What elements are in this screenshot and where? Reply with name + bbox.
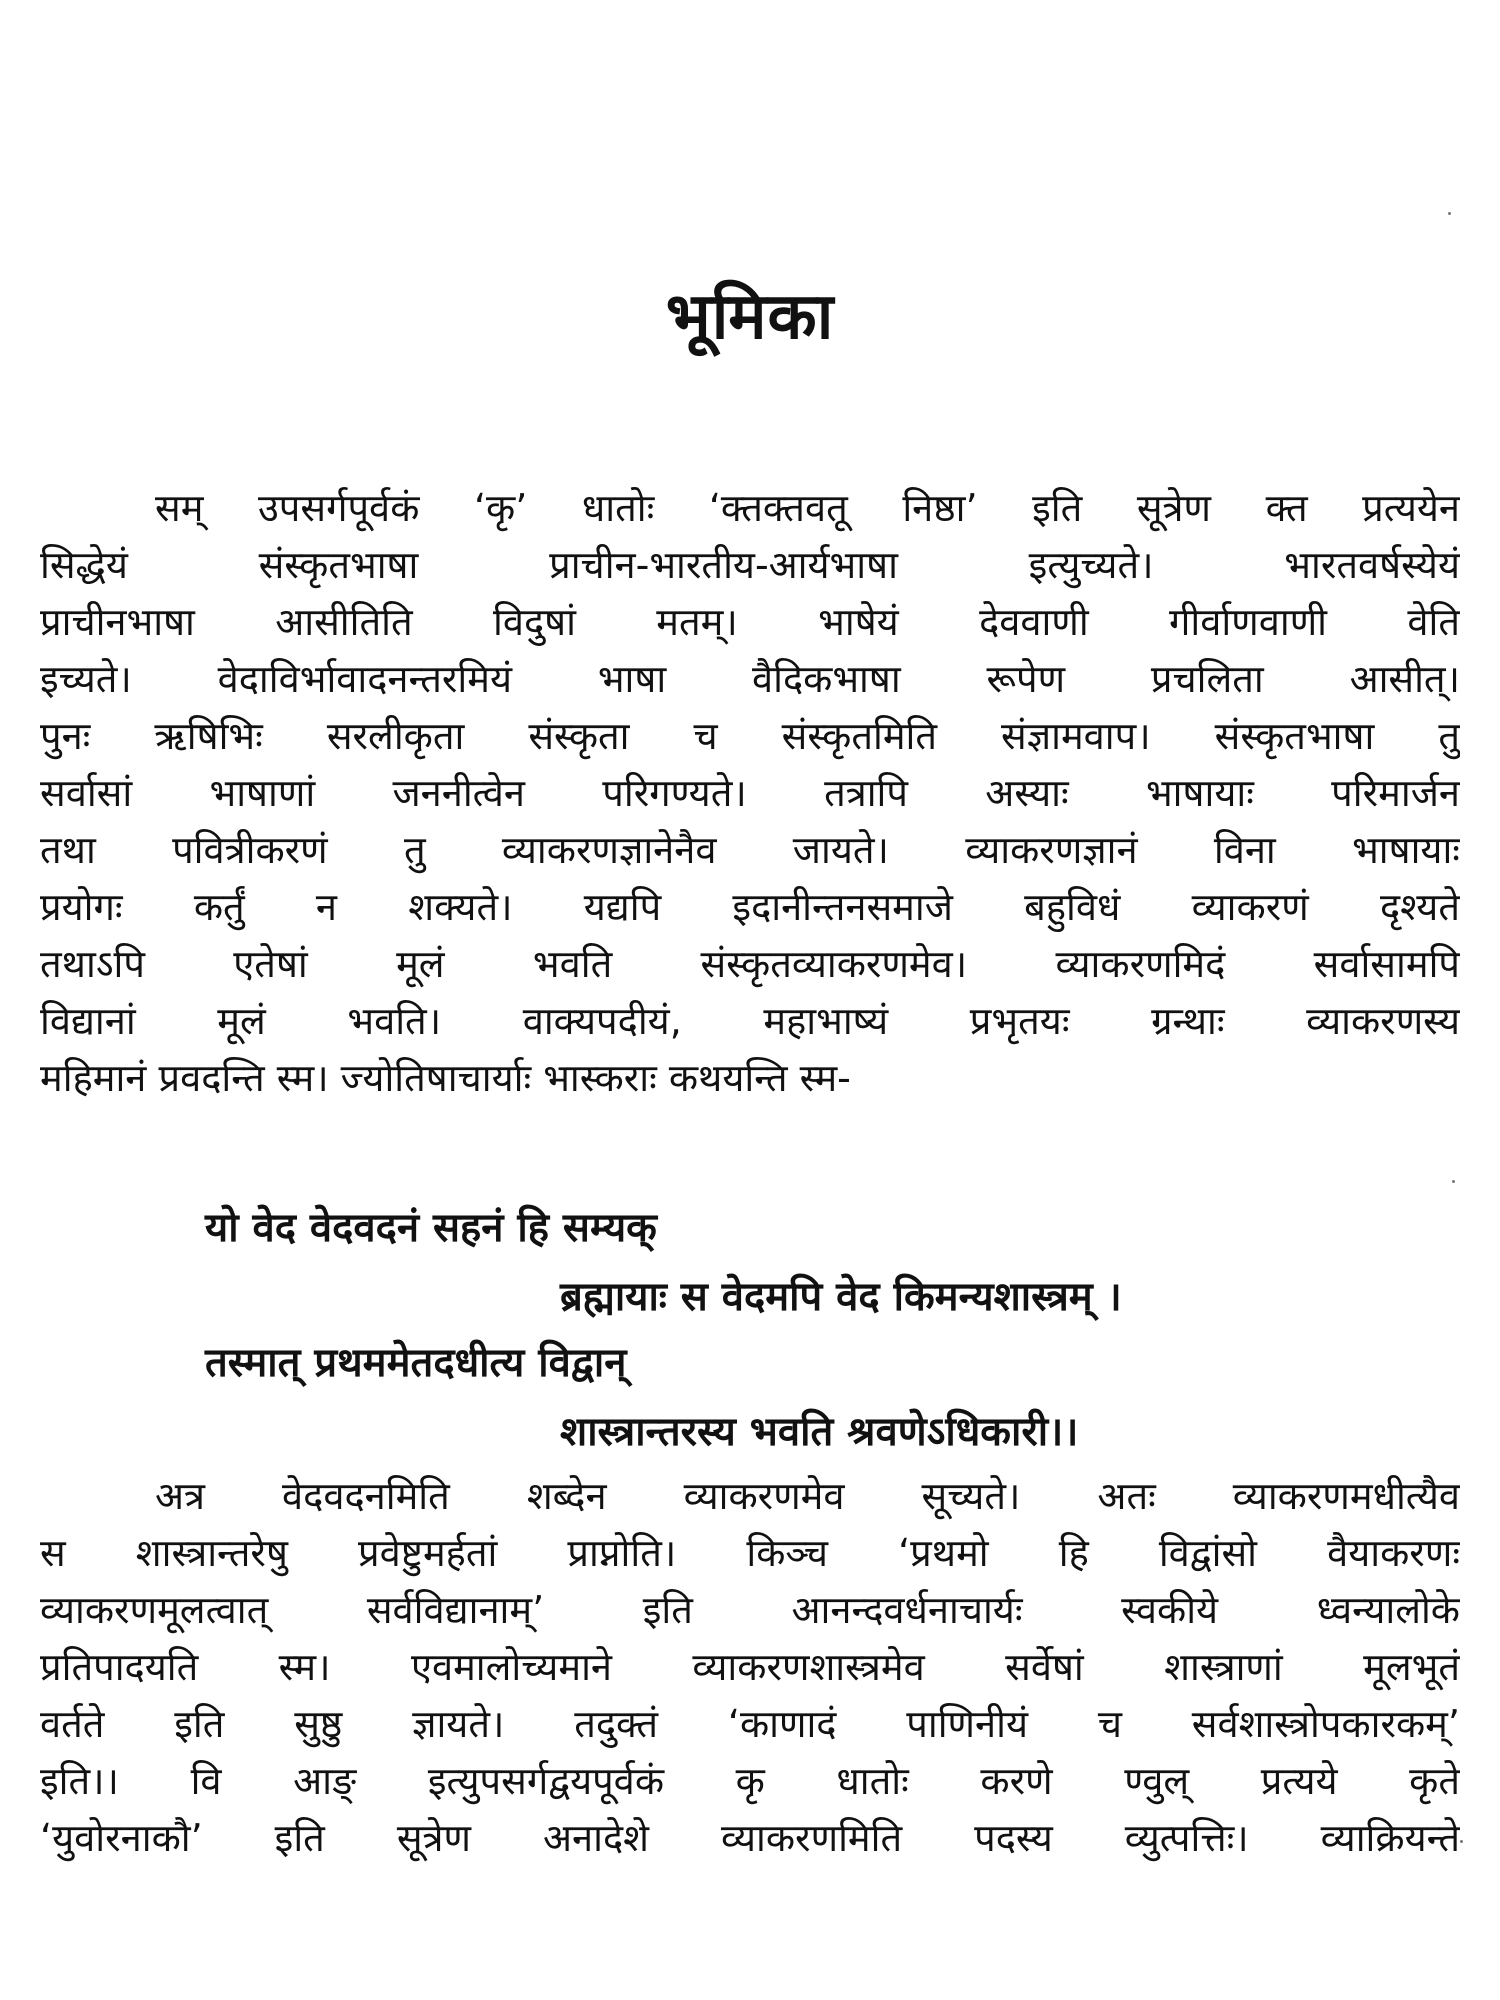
paragraph-line: प्राचीनभाषा आसीतिति विदुषां मतम्। भाषेयं देववाणी गीर्वाणवाणी वेति <box>40 600 1460 644</box>
paragraph-line: इति।। वि आङ् इत्युपसर्गद्वयपूर्वकं कृ धातोः करणे ण्वुल् प्रत्यये कृते <box>40 1759 1460 1803</box>
scan-speck <box>1460 1840 1463 1843</box>
scan-speck <box>1448 212 1451 215</box>
paragraph-line: तथाऽपि एतेषां मूलं भवति संस्कृतव्याकरणमेव। व्याकरणमिदं सर्वासामपि <box>40 942 1460 986</box>
paragraph-line: सर्वासां भाषाणां जननीत्वेन परिगण्यते। तत्रापि अस्याः भाषायाः परिमार्जन <box>40 771 1460 815</box>
page-title: भूमिका <box>665 280 835 354</box>
paragraph-line: सम् उपसर्गपूर्वकं ‘कृ’ धातोः ‘क्तक्तवतू निष्ठा’ इति सूत्रेण क्त प्रत्ययेन <box>155 486 1460 530</box>
verse-line: यो वेद वेदवदनं सहनं हि सम्यक् <box>205 1205 657 1251</box>
paragraph-line: प्रयोगः कर्तुं न शक्यते। यद्यपि इदानीन्तनसमाजे बहुविधं व्याकरणं दृश्यते <box>40 885 1460 929</box>
scan-speck <box>1452 1180 1455 1183</box>
verse-line: शास्त्रान्तरस्य भवति श्रवणेऽधिकारी।। <box>560 1409 1079 1455</box>
paragraph-2 <box>40 1468 1460 1867</box>
verse-line: तस्मात् प्रथममेतदधीत्य विद्वान् <box>205 1340 627 1386</box>
paragraph-line: ‘युवोरनाकौ’ इति सूत्रेण अनादेशे व्याकरणमिति पदस्य व्युत्पत्तिः। व्याक्रियन्ते <box>40 1816 1460 1860</box>
paragraph-line: वर्तते इति सुष्ठु ज्ञायते। तदुक्तं ‘काणादं पाणिनीयं च सर्वशास्त्रोपकारकम्’ <box>40 1702 1460 1746</box>
paragraph-line: व्याकरणमूलत्वात् सर्वविद्यानाम्’ इति आनन्दवर्धनाचार्यः स्वकीये ध्वन्यालोके <box>40 1588 1460 1632</box>
paragraph-line: महिमानं प्रवदन्ति स्म। ज्योतिषाचार्याः भास्कराः कथयन्ति स्म- <box>40 1056 851 1100</box>
paragraph-line: तथा पवित्रीकरणं तु व्याकरणज्ञानेनैव जायते। व्याकरणज्ञानं विना भाषायाः <box>40 828 1460 872</box>
paragraph-line: सिद्धेयं संस्कृतभाषा प्राचीन-भारतीय-आर्यभाषा इत्युच्यते। भारतवर्षस्येयं <box>40 543 1460 587</box>
paragraph-line: पुनः ऋषिभिः सरलीकृता संस्कृता च संस्कृतमिति संज्ञामवाप। संस्कृतभाषा तु <box>40 714 1460 758</box>
verse-line: ब्रह्मायाः स वेदमपि वेद किमन्यशास्त्रम् । <box>560 1274 1122 1320</box>
paragraph-line: इच्यते। वेदाविर्भावादनन्तरमियं भाषा वैदिकभाषा रूपेण प्रचलिता आसीत्। <box>40 657 1460 701</box>
paragraph-line: स शास्त्रान्तरेषु प्रवेष्टुमर्हतां प्राप्नोति। किञ्च ‘प्रथमो हि विद्वांसो वैयाकरणः <box>40 1531 1460 1575</box>
paragraph-line: विद्यानां मूलं भवति। वाक्यपदीयं, महाभाष्यं प्रभृतयः ग्रन्थाः व्याकरणस्य <box>40 999 1460 1043</box>
paragraph-line: प्रतिपादयति स्म। एवमालोच्यमाने व्याकरणशास्त्रमेव सर्वेषां शास्त्राणां मूलभूतं <box>40 1645 1460 1689</box>
paragraph-line: अत्र वेदवदनमिति शब्देन व्याकरणमेव सूच्यते। अतः व्याकरणमधीत्यैव <box>155 1474 1460 1518</box>
paragraph-1 <box>40 480 1460 1107</box>
